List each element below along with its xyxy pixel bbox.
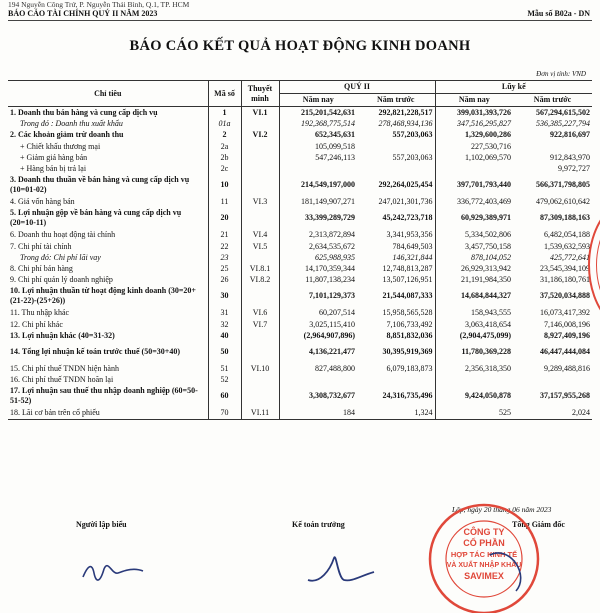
- row-quarter-this-year: 192,368,775,514: [279, 118, 357, 129]
- row-ytd-last-year: 23,545,394,109: [540, 264, 591, 274]
- row-ytd-this-year: 26,929,313,942: [435, 263, 513, 274]
- row-quarter-last-year: 12,748,813,287: [382, 264, 433, 274]
- row-quarter-last-year: 6,079,183,873: [386, 364, 433, 374]
- row-code: 10: [208, 174, 241, 196]
- col-q-this-year: Năm nay: [279, 94, 357, 107]
- row-code: 52: [208, 374, 241, 385]
- row-ytd-this-year: 1,329,600,286: [435, 129, 513, 140]
- table-row: [8, 163, 592, 174]
- row-ytd-this-year: 60,929,389,971: [435, 207, 513, 229]
- row-note: VI.2: [241, 129, 279, 140]
- row-code: 22: [208, 241, 241, 252]
- row-ytd-this-year: 2,356,318,350: [435, 363, 513, 374]
- row-quarter-this-year: 4,136,221,477: [279, 341, 357, 363]
- row-code: 2: [208, 129, 241, 140]
- row-ytd-this-year: 336,772,403,469: [435, 196, 513, 207]
- table-row: [8, 174, 592, 196]
- row-label: [8, 118, 208, 129]
- col-indicator: Chỉ tiêu: [8, 81, 208, 107]
- row-label: 2. Các khoản giảm trừ doanh thu: [10, 130, 124, 140]
- header-divider: [8, 20, 592, 21]
- row-quarter-last-year: 278,468,934,136: [378, 119, 433, 129]
- row-ytd-this-year: 14,684,844,327: [435, 285, 513, 307]
- row-quarter-last-year: 15,958,565,528: [382, 308, 433, 318]
- row-ytd-last-year: 87,309,188,163: [540, 213, 591, 223]
- row-label: [8, 152, 208, 163]
- row-code: 26: [208, 274, 241, 285]
- row-ytd-this-year: 11,780,369,228: [435, 341, 513, 363]
- row-quarter-this-year: 181,149,907,271: [279, 196, 357, 207]
- row-ytd-this-year: 878,104,052: [435, 252, 513, 263]
- row-ytd-this-year: 525: [435, 407, 513, 419]
- row-ytd-last-year: 9,972,727: [558, 164, 591, 174]
- row-ytd-this-year: [435, 374, 513, 385]
- row-note: [241, 385, 279, 407]
- company-seal: [420, 495, 548, 613]
- row-quarter-this-year: 652,345,631: [279, 129, 357, 140]
- row-code: 30: [208, 285, 241, 307]
- svg-text:CỔ PHẦN: CỔ PHẦN: [463, 538, 505, 548]
- row-label: 5. Lợi nhuận gộp về bán hàng và cung cấp dịch vụ (20=10-11): [10, 207, 182, 228]
- row-ytd-last-year: [513, 141, 592, 152]
- row-code: 31: [208, 307, 241, 318]
- side-stamp: [572, 205, 600, 325]
- table-row: [8, 307, 592, 318]
- table-row: [8, 252, 592, 263]
- col-note: Thuyết minh: [241, 81, 279, 107]
- row-label: 8. Chi phí bán hàng: [10, 264, 73, 274]
- row-ytd-last-year: 567,294,615,502: [536, 108, 591, 117]
- row-label: 12. Chi phí khác: [10, 319, 63, 329]
- table-row: [8, 196, 592, 207]
- row-note: [241, 174, 279, 196]
- row-ytd-last-year: 37,520,034,888: [540, 291, 591, 301]
- form-code: Mẫu số B02a - DN: [527, 9, 590, 18]
- row-label: 10. Lợi nhuận thuần từ hoạt động kinh doanh (30=20+(21-22)-(25+26)): [10, 285, 196, 306]
- row-ytd-this-year: 9,424,050,878: [435, 385, 513, 407]
- row-quarter-last-year: 13,507,126,951: [382, 275, 433, 285]
- row-quarter-this-year: 214,549,197,000: [279, 174, 357, 196]
- row-ytd-this-year: (2,904,475,099): [435, 330, 513, 341]
- row-quarter-last-year: 292,821,228,517: [378, 108, 433, 117]
- preparer-title: Người lập biểu: [76, 520, 127, 529]
- unit-label: Đơn vị tính: VND: [536, 70, 586, 78]
- row-quarter-last-year: 247,021,301,736: [378, 197, 433, 207]
- row-code: 11: [208, 196, 241, 207]
- row-quarter-last-year: 784,649,503: [392, 241, 433, 251]
- row-code: 23: [208, 252, 241, 263]
- row-note: [241, 341, 279, 363]
- row-note: [241, 330, 279, 341]
- col-code: Mã số: [208, 81, 241, 107]
- table-row: [8, 207, 592, 229]
- row-quarter-last-year: [357, 163, 435, 174]
- row-ytd-last-year: [513, 374, 592, 385]
- director-title: Tổng Giám đốc: [512, 520, 565, 529]
- col-y-last-year: Năm trước: [513, 94, 592, 107]
- row-note: VI.6: [241, 307, 279, 318]
- row-ytd-last-year: 16,073,417,392: [540, 308, 591, 318]
- row-ytd-last-year: 6,482,054,188: [544, 230, 591, 240]
- table-row: [8, 285, 592, 307]
- row-note: VI.4: [241, 229, 279, 240]
- row-quarter-this-year: 7,101,129,373: [279, 285, 357, 307]
- row-label: 6. Doanh thu hoạt động tài chính: [10, 230, 116, 240]
- row-quarter-this-year: 105,099,518: [279, 141, 357, 152]
- col-y-this-year: Năm nay: [435, 94, 513, 107]
- row-code: 50: [208, 341, 241, 363]
- income-statement-table: [8, 80, 592, 420]
- row-quarter-last-year: 24,316,735,496: [382, 391, 433, 401]
- row-label-text: Trong đó: Chi phí lãi vay: [20, 252, 101, 262]
- row-note: [241, 207, 279, 229]
- row-label-text: + Chiết khấu thương mại: [20, 141, 101, 151]
- row-label: 3. Doanh thu thuần về bán hàng và cung cấp dịch vụ (10=01-02): [10, 174, 190, 195]
- row-ytd-last-year: 479,062,610,642: [536, 197, 591, 207]
- row-quarter-this-year: 625,988,935: [279, 252, 357, 263]
- row-label-text: Trong đó : Doanh thu xuất khẩu: [20, 119, 123, 129]
- row-code: 2b: [208, 152, 241, 163]
- row-quarter-last-year: [357, 141, 435, 152]
- table-row: [8, 319, 592, 330]
- table-row: [8, 385, 592, 407]
- row-quarter-this-year: 14,170,359,344: [279, 263, 357, 274]
- row-note: VI.11: [241, 407, 279, 419]
- row-quarter-this-year: 33,399,289,729: [279, 207, 357, 229]
- row-code: 40: [208, 330, 241, 341]
- row-note: [241, 118, 279, 129]
- row-note: [241, 285, 279, 307]
- table-row: [8, 374, 592, 385]
- row-quarter-last-year: 557,203,063: [392, 152, 433, 162]
- row-note: [241, 152, 279, 163]
- row-code: 2c: [208, 163, 241, 174]
- row-quarter-last-year: 557,203,063: [392, 130, 433, 140]
- row-quarter-last-year: 45,242,723,718: [382, 213, 433, 223]
- row-label: [8, 252, 208, 263]
- row-ytd-last-year: 536,385,227,794: [536, 119, 591, 129]
- table-row: [8, 274, 592, 285]
- report-name: BÁO CÁO TÀI CHÍNH QUÝ II NĂM 2023: [8, 9, 158, 18]
- col-quarter: QUÝ II: [279, 81, 435, 94]
- row-note: VI.7: [241, 319, 279, 330]
- row-note: [241, 374, 279, 385]
- row-label: 18. Lãi cơ bản trên cổ phiếu: [8, 407, 208, 419]
- row-code: 21: [208, 229, 241, 240]
- row-note: [241, 252, 279, 263]
- row-ytd-last-year: 7,146,008,196: [544, 319, 591, 329]
- row-note: VI.3: [241, 196, 279, 207]
- row-note: [241, 141, 279, 152]
- preparer-signature: [78, 555, 148, 585]
- row-note: VI.10: [241, 363, 279, 374]
- table-row: [8, 129, 592, 140]
- row-quarter-this-year: 547,246,113: [279, 152, 357, 163]
- row-ytd-this-year: 21,191,984,350: [435, 274, 513, 285]
- row-code: 32: [208, 319, 241, 330]
- row-label: 13. Lợi nhuận khác (40=31-32): [10, 330, 115, 340]
- row-quarter-last-year: 21,544,087,333: [382, 291, 433, 301]
- row-label: 4. Giá vốn hàng bán: [10, 197, 75, 207]
- row-note: VI.5: [241, 241, 279, 252]
- row-code: 60: [208, 385, 241, 407]
- row-ytd-last-year: 9,289,488,816: [544, 364, 591, 374]
- row-label: [8, 141, 208, 152]
- row-quarter-this-year: [279, 374, 357, 385]
- row-label-text: + Hàng bán bị trả lại: [20, 164, 87, 174]
- row-ytd-last-year: 425,772,641: [550, 252, 591, 262]
- row-ytd-this-year: 158,943,555: [435, 307, 513, 318]
- row-ytd-last-year: 46,447,444,084: [540, 346, 591, 356]
- svg-text:VÀ XUẤT NHẬP KHẨU: VÀ XUẤT NHẬP KHẨU: [446, 562, 522, 569]
- table-row: [8, 229, 592, 240]
- row-code: 2a: [208, 141, 241, 152]
- row-ytd-last-year: 8,927,409,196: [544, 330, 591, 340]
- accountant-signature: [300, 550, 380, 590]
- row-label: 17. Lợi nhuận sau thuế thu nhập doanh nghiệp (60=50-51-52): [10, 385, 198, 406]
- row-quarter-last-year: 292,264,025,454: [378, 179, 433, 189]
- col-q-last-year: Năm trước: [357, 94, 435, 107]
- row-code: 1: [208, 107, 241, 119]
- row-quarter-this-year: 2,634,535,672: [279, 241, 357, 252]
- row-note: VI.1: [241, 107, 279, 119]
- row-ytd-this-year: 227,530,716: [435, 141, 513, 152]
- row-quarter-last-year: 7,106,733,492: [386, 319, 433, 329]
- row-ytd-last-year: 566,371,798,805: [536, 179, 591, 189]
- row-label: 7. Chi phí tài chính: [10, 241, 72, 251]
- company-address: 194 Nguyễn Công Trứ, P. Nguyễn Thái Bình, Q.1, TP. HCM: [8, 0, 190, 9]
- row-ytd-last-year: 2,024: [513, 407, 592, 419]
- table-row: [8, 407, 592, 419]
- row-quarter-last-year: [357, 374, 435, 385]
- accountant-title: Kế toán trưởng: [292, 520, 345, 529]
- row-ytd-last-year: 922,816,697: [550, 130, 591, 140]
- row-ytd-this-year: 3,457,750,158: [435, 241, 513, 252]
- table-row: [8, 141, 592, 152]
- row-quarter-this-year: [279, 163, 357, 174]
- row-quarter-this-year: 827,488,800: [279, 363, 357, 374]
- row-label: 1. Doanh thu bán hàng và cung cấp dịch vụ: [10, 108, 158, 117]
- row-quarter-last-year: 30,395,919,369: [382, 346, 433, 356]
- row-label: 16. Chi phí thuế TNDN hoãn lại: [10, 375, 114, 385]
- row-code: 25: [208, 263, 241, 274]
- row-quarter-last-year: 1,324: [357, 407, 435, 419]
- row-code: 01a: [208, 118, 241, 129]
- row-ytd-last-year: 912,843,970: [550, 152, 591, 162]
- row-ytd-last-year: 1,539,632,593: [544, 241, 591, 251]
- signature-date: Lập, ngày 20 tháng 06 năm 2023: [452, 505, 552, 514]
- row-note: VI.8.2: [241, 274, 279, 285]
- row-label: 9. Chi phí quản lý doanh nghiệp: [10, 275, 113, 285]
- table-row: [8, 241, 592, 252]
- row-ytd-this-year: 347,516,295,827: [435, 118, 513, 129]
- row-quarter-this-year: 11,807,138,234: [279, 274, 357, 285]
- svg-text:CÔNG TY: CÔNG TY: [463, 527, 505, 537]
- table-row: [8, 152, 592, 163]
- col-ytd: Lũy kế: [435, 81, 592, 94]
- row-ytd-this-year: 397,701,793,440: [435, 174, 513, 196]
- table-row: [8, 263, 592, 274]
- row-label: [8, 163, 208, 174]
- row-label: 14. Tổng lợi nhuận kế toán trước thuế (50=30+40): [10, 346, 180, 356]
- row-ytd-this-year: 399,031,393,726: [435, 107, 513, 119]
- row-quarter-this-year: 3,308,732,677: [279, 385, 357, 407]
- row-quarter-this-year: 60,207,514: [279, 307, 357, 318]
- row-quarter-this-year: 184: [279, 407, 357, 419]
- row-code: 20: [208, 207, 241, 229]
- row-quarter-this-year: 3,025,115,410: [279, 319, 357, 330]
- svg-text:HỢP TÁC KINH TẾ: HỢP TÁC KINH TẾ: [450, 550, 518, 559]
- row-label: 11. Thu nhập khác: [10, 308, 70, 318]
- row-quarter-last-year: 8,851,832,036: [386, 330, 433, 340]
- table-row: [8, 107, 592, 119]
- table-row: [8, 330, 592, 341]
- row-note: VI.8.1: [241, 263, 279, 274]
- row-ytd-this-year: 3,063,418,654: [435, 319, 513, 330]
- row-note: [241, 163, 279, 174]
- row-quarter-this-year: (2,964,907,896): [279, 330, 357, 341]
- row-quarter-this-year: 2,313,872,894: [279, 229, 357, 240]
- table-row: [8, 118, 592, 129]
- row-ytd-this-year: 1,102,069,570: [435, 152, 513, 163]
- row-ytd-last-year: 37,157,955,268: [540, 391, 591, 401]
- svg-text:SAVIMEX: SAVIMEX: [464, 571, 504, 581]
- row-quarter-last-year: 3,341,953,356: [386, 230, 433, 240]
- row-ytd-this-year: 5,334,502,806: [435, 229, 513, 240]
- row-ytd-this-year: [435, 163, 513, 174]
- page-title: BÁO CÁO KẾT QUẢ HOẠT ĐỘNG KINH DOANH: [129, 38, 471, 54]
- table-row: [8, 363, 592, 374]
- row-quarter-this-year: 215,201,542,631: [279, 107, 357, 119]
- row-label: 15. Chi phí thuế TNDN hiện hành: [10, 364, 119, 374]
- row-ytd-last-year: 31,186,180,761: [540, 275, 591, 285]
- row-code: 51: [208, 363, 241, 374]
- table-row: [8, 341, 592, 363]
- row-label-text: + Giảm giá hàng bán: [20, 152, 88, 162]
- row-quarter-last-year: 146,321,844: [392, 252, 433, 262]
- row-code: 70: [208, 407, 241, 419]
